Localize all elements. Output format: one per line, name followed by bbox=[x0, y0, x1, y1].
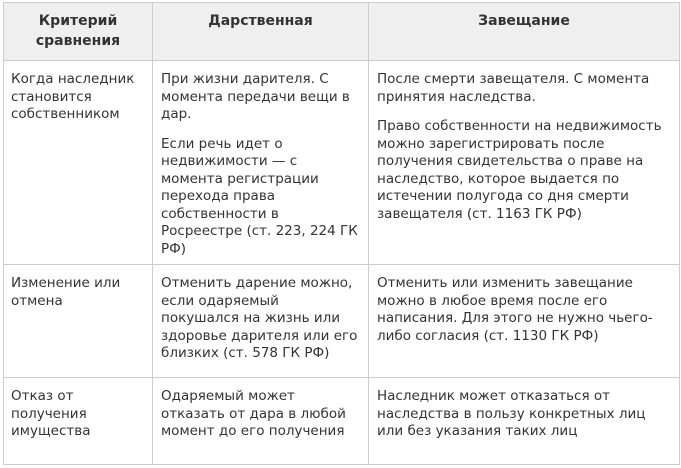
cell-paragraph: Наследник может отказаться от наследства в пользу конкретных лиц или без указания таких лиц bbox=[377, 388, 646, 439]
table-header-row bbox=[4, 3, 680, 61]
header-will: Завещание bbox=[369, 3, 680, 61]
cell-paragraph: Если речь идет о недвижимости — с момента регистрации перехода права собственности в Росреестре (ст. 223, 224 ГК РФ) bbox=[161, 135, 358, 257]
row-gift-cell bbox=[153, 265, 369, 378]
row-will-cell bbox=[369, 265, 680, 378]
table-row bbox=[4, 61, 680, 265]
row-gift-cell bbox=[153, 61, 369, 265]
cell-paragraph: При жизни дарителя. С момента передачи вещи в дар. bbox=[161, 71, 350, 122]
header-gift: Дарственная bbox=[153, 3, 369, 61]
row-criterion: Изменение или отмена bbox=[4, 265, 153, 378]
cell-paragraph: Одаряемый может отказать от дара в любой момент до его получения bbox=[161, 388, 346, 439]
table-row bbox=[4, 265, 680, 378]
row-criterion: Когда наследник становится собственником bbox=[4, 61, 153, 265]
cell-paragraph: После смерти завещателя. С момента принятия наследства. bbox=[377, 71, 650, 105]
row-gift-cell bbox=[153, 378, 369, 465]
table-row bbox=[4, 378, 680, 465]
row-will-cell bbox=[369, 61, 680, 265]
cell-paragraph: Право собственности на недвижимость можно зарегистрировать после получения свидетельства о праве на наследство, которое выдается по истечении полугода со дня смерти завещателя (ст. 1163 ГК РФ) bbox=[377, 118, 662, 222]
comparison-table bbox=[3, 2, 680, 465]
cell-paragraph: Отменить дарение можно, если одаряемый покушался на жизнь или здоровье дарителя или его близких (ст. 578 ГК РФ) bbox=[161, 275, 358, 361]
row-criterion: Отказ от получения имущества bbox=[4, 378, 153, 465]
row-will-cell bbox=[369, 378, 680, 465]
header-criterion: Критерий сравнения bbox=[4, 3, 153, 61]
cell-paragraph: Отменить или изменить завещание можно в любое время после его написания. Для этого не нужно чьего-либо согласия (ст. 1130 ГК РФ) bbox=[377, 275, 653, 344]
